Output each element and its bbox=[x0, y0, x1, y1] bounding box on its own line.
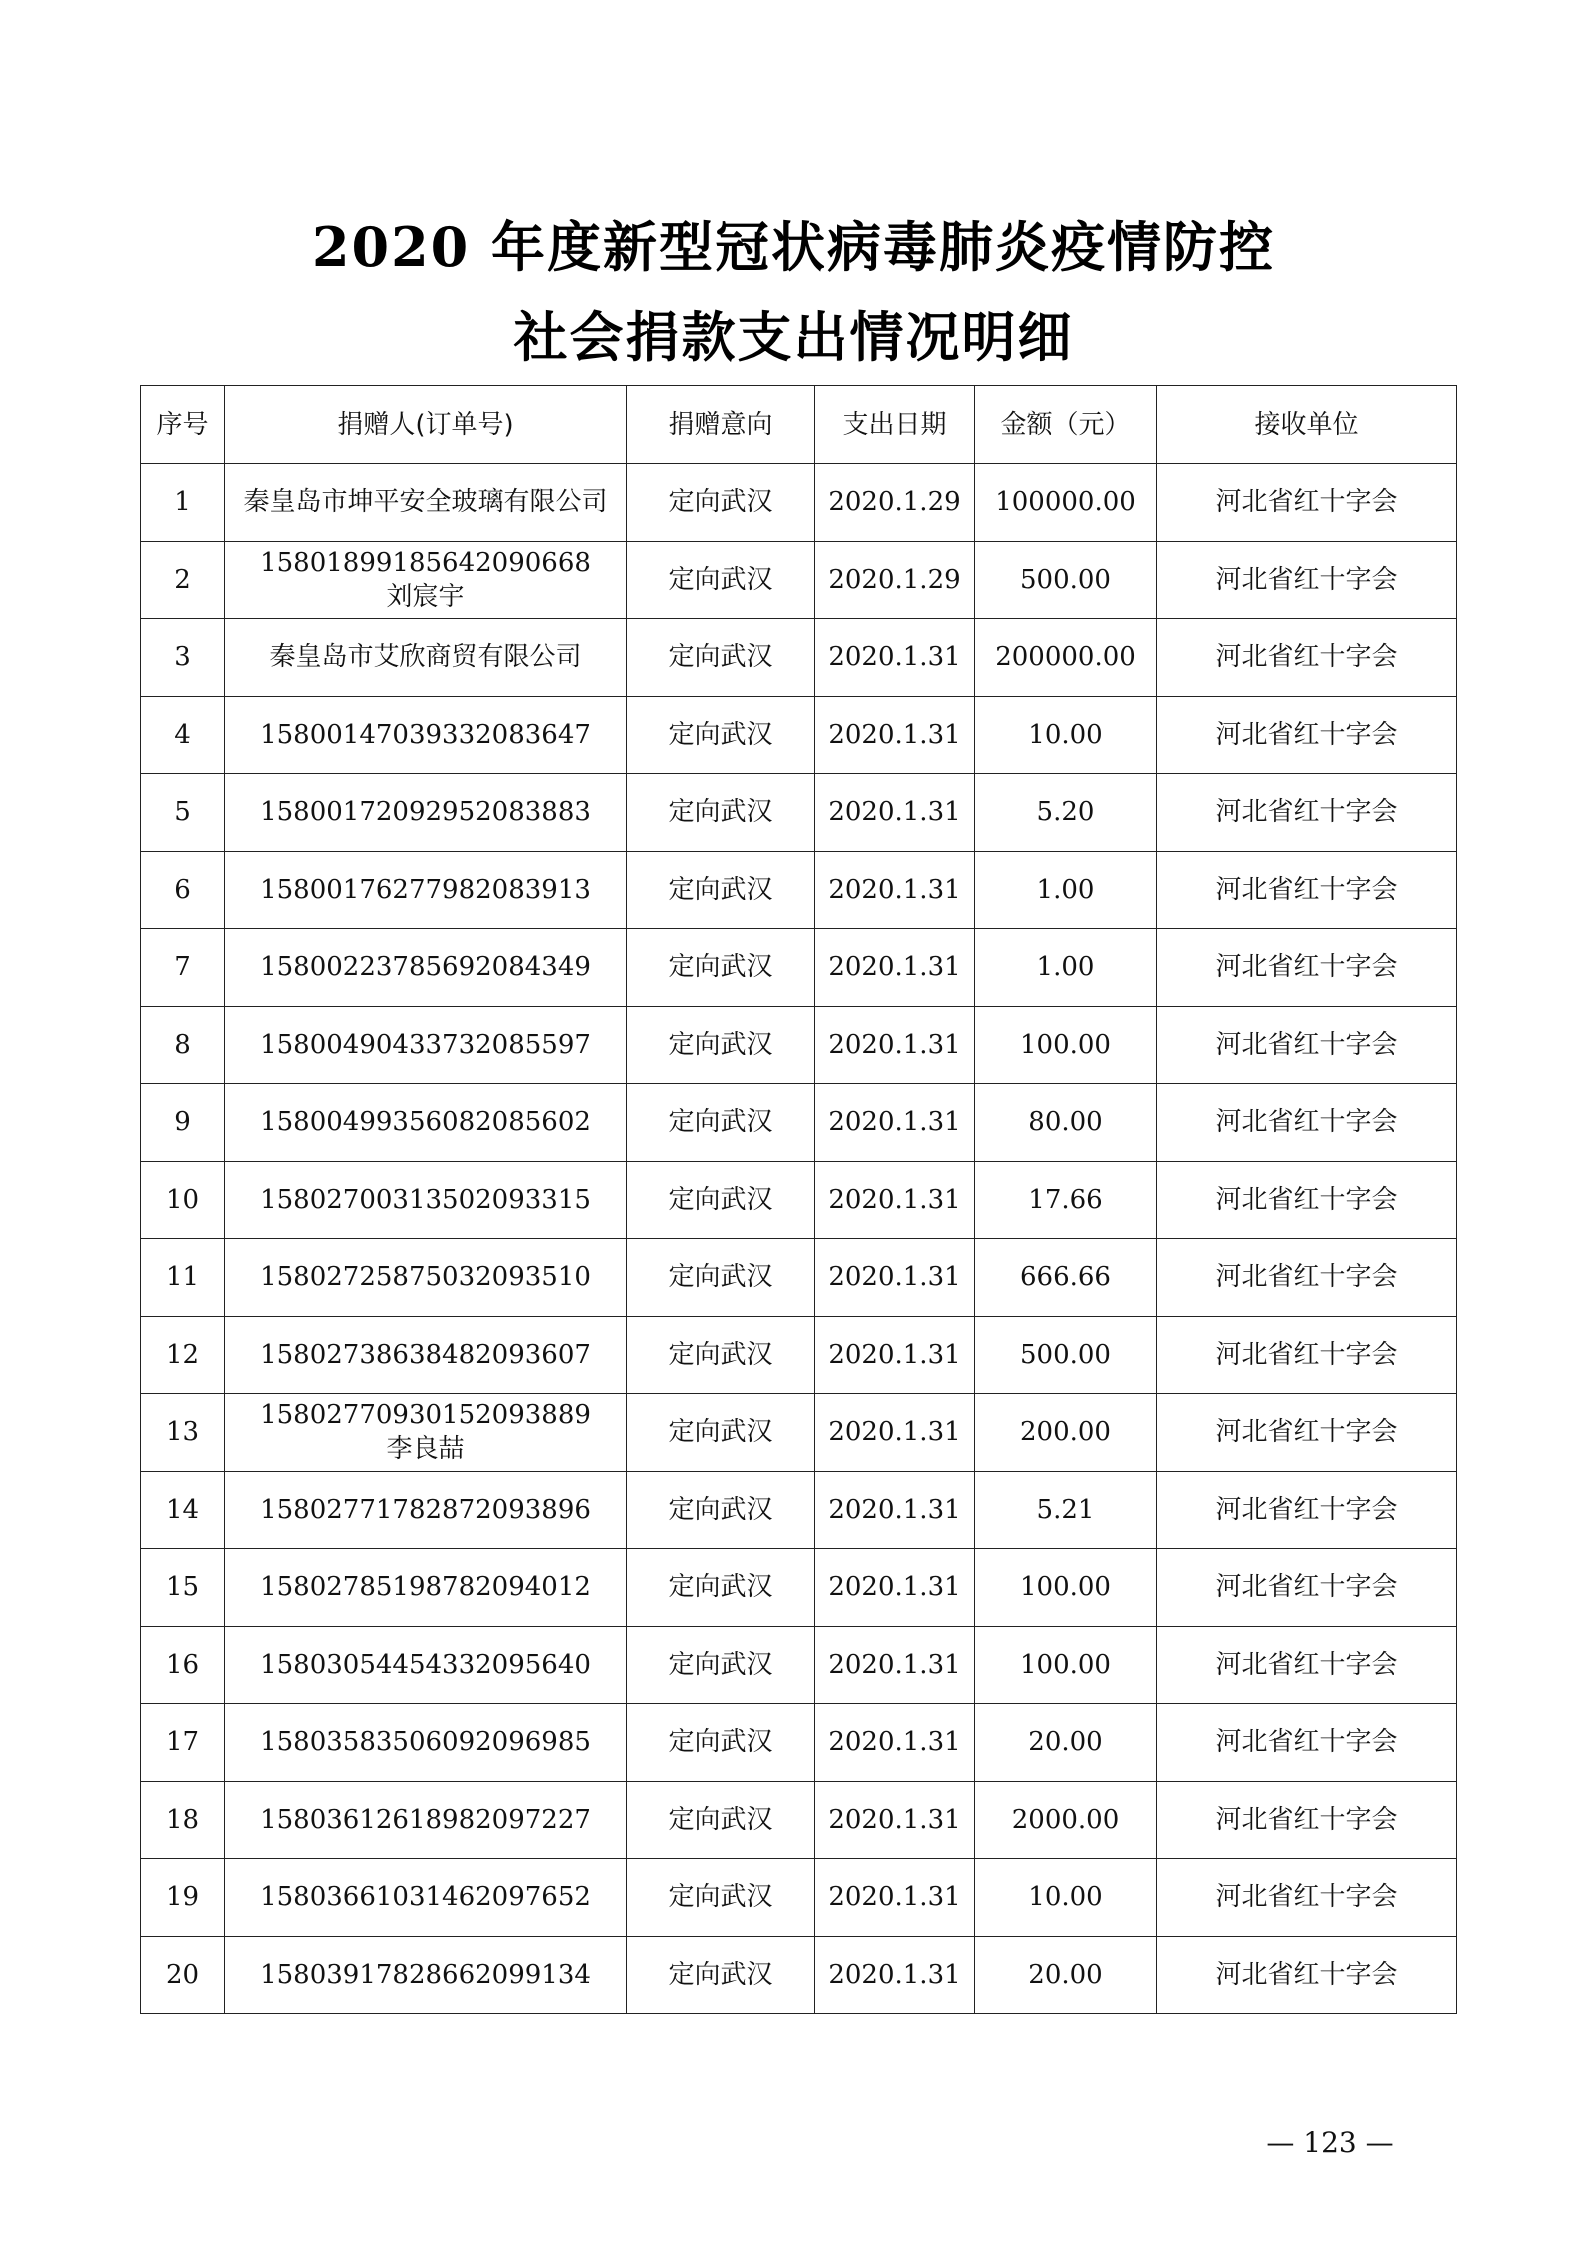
cell-intent: 定向武汉 bbox=[627, 1394, 815, 1472]
cell-date: 2020.1.31 bbox=[815, 1936, 975, 2014]
cell-recipient: 河北省红十字会 bbox=[1157, 1006, 1457, 1084]
cell-intent: 定向武汉 bbox=[627, 696, 815, 774]
cell-no: 9 bbox=[141, 1084, 225, 1162]
cell-amount: 100.00 bbox=[975, 1626, 1157, 1704]
donor-name: 李良喆 bbox=[386, 1434, 465, 1465]
cell-no: 20 bbox=[141, 1936, 225, 2014]
cell-date: 2020.1.31 bbox=[815, 1626, 975, 1704]
cell-intent: 定向武汉 bbox=[627, 774, 815, 852]
table-row bbox=[141, 696, 1457, 774]
cell-no: 2 bbox=[141, 541, 225, 619]
cell-amount: 5.21 bbox=[975, 1471, 1157, 1549]
table-row bbox=[141, 1394, 1457, 1472]
cell-intent: 定向武汉 bbox=[627, 929, 815, 1007]
document-title-line-1: 2020 年度新型冠状病毒肺炎疫情防控 bbox=[311, 215, 1276, 279]
cell-date: 2020.1.31 bbox=[815, 619, 975, 697]
cell-donor: 15803661031462097652 bbox=[225, 1859, 627, 1937]
cell-donor: 15802725875032093510 bbox=[225, 1239, 627, 1317]
cell-date: 2020.1.31 bbox=[815, 1084, 975, 1162]
table-row bbox=[141, 1704, 1457, 1782]
cell-donor: 15800147039332083647 bbox=[225, 696, 627, 774]
header-intent: 捐赠意向 bbox=[627, 386, 815, 464]
cell-amount: 20.00 bbox=[975, 1704, 1157, 1782]
cell-amount: 500.00 bbox=[975, 1316, 1157, 1394]
cell-recipient: 河北省红十字会 bbox=[1157, 1316, 1457, 1394]
table-row bbox=[141, 1781, 1457, 1859]
cell-donor: 15800176277982083913 bbox=[225, 851, 627, 929]
cell-donor: 15803917828662099134 bbox=[225, 1936, 627, 2014]
table-row bbox=[141, 774, 1457, 852]
donor-name: 刘宸宇 bbox=[386, 581, 465, 612]
cell-no: 6 bbox=[141, 851, 225, 929]
cell-recipient: 河北省红十字会 bbox=[1157, 464, 1457, 542]
cell-intent: 定向武汉 bbox=[627, 1936, 815, 2014]
header-donor: 捐赠人(订单号) bbox=[225, 386, 627, 464]
header-no: 序号 bbox=[141, 386, 225, 464]
cell-date: 2020.1.29 bbox=[815, 464, 975, 542]
cell-donor: 15803583506092096985 bbox=[225, 1704, 627, 1782]
cell-amount: 80.00 bbox=[975, 1084, 1157, 1162]
cell-no: 18 bbox=[141, 1781, 225, 1859]
cell-amount: 200000.00 bbox=[975, 619, 1157, 697]
cell-recipient: 河北省红十字会 bbox=[1157, 1781, 1457, 1859]
cell-no: 19 bbox=[141, 1859, 225, 1937]
cell-no: 4 bbox=[141, 696, 225, 774]
cell-intent: 定向武汉 bbox=[627, 1471, 815, 1549]
donor-order-number: 15802770930152093889 bbox=[260, 1400, 591, 1431]
table-row bbox=[141, 464, 1457, 542]
cell-amount: 5.20 bbox=[975, 774, 1157, 852]
page-number: — 123 — bbox=[1266, 2126, 1394, 2159]
cell-recipient: 河北省红十字会 bbox=[1157, 1161, 1457, 1239]
table-row bbox=[141, 1859, 1457, 1937]
table-row bbox=[141, 1626, 1457, 1704]
cell-no: 11 bbox=[141, 1239, 225, 1317]
cell-recipient: 河北省红十字会 bbox=[1157, 1626, 1457, 1704]
cell-no: 16 bbox=[141, 1626, 225, 1704]
cell-amount: 17.66 bbox=[975, 1161, 1157, 1239]
header-amount: 金额（元） bbox=[975, 386, 1157, 464]
cell-donor: 15803612618982097227 bbox=[225, 1781, 627, 1859]
table-row bbox=[141, 1471, 1457, 1549]
cell-intent: 定向武汉 bbox=[627, 541, 815, 619]
cell-amount: 666.66 bbox=[975, 1239, 1157, 1317]
cell-recipient: 河北省红十字会 bbox=[1157, 1394, 1457, 1472]
cell-amount: 100000.00 bbox=[975, 464, 1157, 542]
cell-date: 2020.1.31 bbox=[815, 1316, 975, 1394]
cell-intent: 定向武汉 bbox=[627, 464, 815, 542]
cell-date: 2020.1.31 bbox=[815, 929, 975, 1007]
cell-intent: 定向武汉 bbox=[627, 1161, 815, 1239]
table-row bbox=[141, 541, 1457, 619]
donation-expense-table bbox=[140, 385, 1457, 2014]
cell-intent: 定向武汉 bbox=[627, 1084, 815, 1162]
cell-no: 1 bbox=[141, 464, 225, 542]
cell-intent: 定向武汉 bbox=[627, 1626, 815, 1704]
cell-intent: 定向武汉 bbox=[627, 1316, 815, 1394]
cell-recipient: 河北省红十字会 bbox=[1157, 696, 1457, 774]
cell-recipient: 河北省红十字会 bbox=[1157, 774, 1457, 852]
cell-amount: 10.00 bbox=[975, 1859, 1157, 1937]
header-date: 支出日期 bbox=[815, 386, 975, 464]
table-row bbox=[141, 619, 1457, 697]
cell-donor: 15802738638482093607 bbox=[225, 1316, 627, 1394]
cell-recipient: 河北省红十字会 bbox=[1157, 1549, 1457, 1627]
cell-amount: 200.00 bbox=[975, 1394, 1157, 1472]
cell-no: 10 bbox=[141, 1161, 225, 1239]
cell-no: 13 bbox=[141, 1394, 225, 1472]
cell-date: 2020.1.31 bbox=[815, 1239, 975, 1317]
cell-intent: 定向武汉 bbox=[627, 1006, 815, 1084]
cell-no: 14 bbox=[141, 1471, 225, 1549]
cell-amount: 1.00 bbox=[975, 851, 1157, 929]
table-body bbox=[141, 464, 1457, 2014]
cell-no: 17 bbox=[141, 1704, 225, 1782]
cell-amount: 20.00 bbox=[975, 1936, 1157, 2014]
cell-donor bbox=[225, 1394, 627, 1472]
table-row bbox=[141, 1239, 1457, 1317]
table-row bbox=[141, 1006, 1457, 1084]
cell-donor: 秦皇岛市坤平安全玻璃有限公司 bbox=[225, 464, 627, 542]
cell-date: 2020.1.31 bbox=[815, 696, 975, 774]
cell-no: 15 bbox=[141, 1549, 225, 1627]
cell-date: 2020.1.31 bbox=[815, 1006, 975, 1084]
cell-donor bbox=[225, 541, 627, 619]
cell-donor: 15800499356082085602 bbox=[225, 1084, 627, 1162]
cell-intent: 定向武汉 bbox=[627, 1549, 815, 1627]
cell-no: 5 bbox=[141, 774, 225, 852]
cell-amount: 500.00 bbox=[975, 541, 1157, 619]
cell-amount: 100.00 bbox=[975, 1006, 1157, 1084]
cell-recipient: 河北省红十字会 bbox=[1157, 1859, 1457, 1937]
cell-recipient: 河北省红十字会 bbox=[1157, 541, 1457, 619]
cell-date: 2020.1.31 bbox=[815, 1471, 975, 1549]
donor-order-number: 15801899185642090668 bbox=[260, 547, 591, 578]
cell-amount: 10.00 bbox=[975, 696, 1157, 774]
cell-amount: 1.00 bbox=[975, 929, 1157, 1007]
cell-recipient: 河北省红十字会 bbox=[1157, 1471, 1457, 1549]
cell-date: 2020.1.31 bbox=[815, 1704, 975, 1782]
cell-date: 2020.1.31 bbox=[815, 1394, 975, 1472]
cell-recipient: 河北省红十字会 bbox=[1157, 1084, 1457, 1162]
table-row bbox=[141, 1936, 1457, 2014]
cell-intent: 定向武汉 bbox=[627, 1859, 815, 1937]
cell-date: 2020.1.29 bbox=[815, 541, 975, 619]
cell-recipient: 河北省红十字会 bbox=[1157, 851, 1457, 929]
cell-date: 2020.1.31 bbox=[815, 851, 975, 929]
cell-intent: 定向武汉 bbox=[627, 619, 815, 697]
cell-no: 8 bbox=[141, 1006, 225, 1084]
cell-date: 2020.1.31 bbox=[815, 1549, 975, 1627]
cell-date: 2020.1.31 bbox=[815, 1161, 975, 1239]
cell-date: 2020.1.31 bbox=[815, 774, 975, 852]
cell-amount: 100.00 bbox=[975, 1549, 1157, 1627]
cell-intent: 定向武汉 bbox=[627, 1239, 815, 1317]
table-row bbox=[141, 929, 1457, 1007]
table-row bbox=[141, 1316, 1457, 1394]
cell-no: 12 bbox=[141, 1316, 225, 1394]
cell-recipient: 河北省红十字会 bbox=[1157, 619, 1457, 697]
header-recipient: 接收单位 bbox=[1157, 386, 1457, 464]
document-title-line-2: 社会捐款支出情况明细 bbox=[513, 305, 1074, 369]
cell-donor: 15802700313502093315 bbox=[225, 1161, 627, 1239]
cell-donor: 15803054454332095640 bbox=[225, 1626, 627, 1704]
cell-donor: 15800172092952083883 bbox=[225, 774, 627, 852]
cell-intent: 定向武汉 bbox=[627, 851, 815, 929]
cell-no: 3 bbox=[141, 619, 225, 697]
cell-recipient: 河北省红十字会 bbox=[1157, 929, 1457, 1007]
table-row bbox=[141, 851, 1457, 929]
table-row bbox=[141, 1549, 1457, 1627]
cell-date: 2020.1.31 bbox=[815, 1859, 975, 1937]
cell-no: 7 bbox=[141, 929, 225, 1007]
cell-intent: 定向武汉 bbox=[627, 1704, 815, 1782]
cell-date: 2020.1.31 bbox=[815, 1781, 975, 1859]
cell-recipient: 河北省红十字会 bbox=[1157, 1239, 1457, 1317]
cell-donor: 15802785198782094012 bbox=[225, 1549, 627, 1627]
cell-intent: 定向武汉 bbox=[627, 1781, 815, 1859]
cell-donor: 15800490433732085597 bbox=[225, 1006, 627, 1084]
table-row bbox=[141, 1161, 1457, 1239]
table-header-row bbox=[141, 386, 1457, 464]
cell-amount: 2000.00 bbox=[975, 1781, 1157, 1859]
table-row bbox=[141, 1084, 1457, 1162]
cell-recipient: 河北省红十字会 bbox=[1157, 1936, 1457, 2014]
cell-donor: 15802771782872093896 bbox=[225, 1471, 627, 1549]
cell-donor: 15800223785692084349 bbox=[225, 929, 627, 1007]
cell-donor: 秦皇岛市艾欣商贸有限公司 bbox=[225, 619, 627, 697]
cell-recipient: 河北省红十字会 bbox=[1157, 1704, 1457, 1782]
